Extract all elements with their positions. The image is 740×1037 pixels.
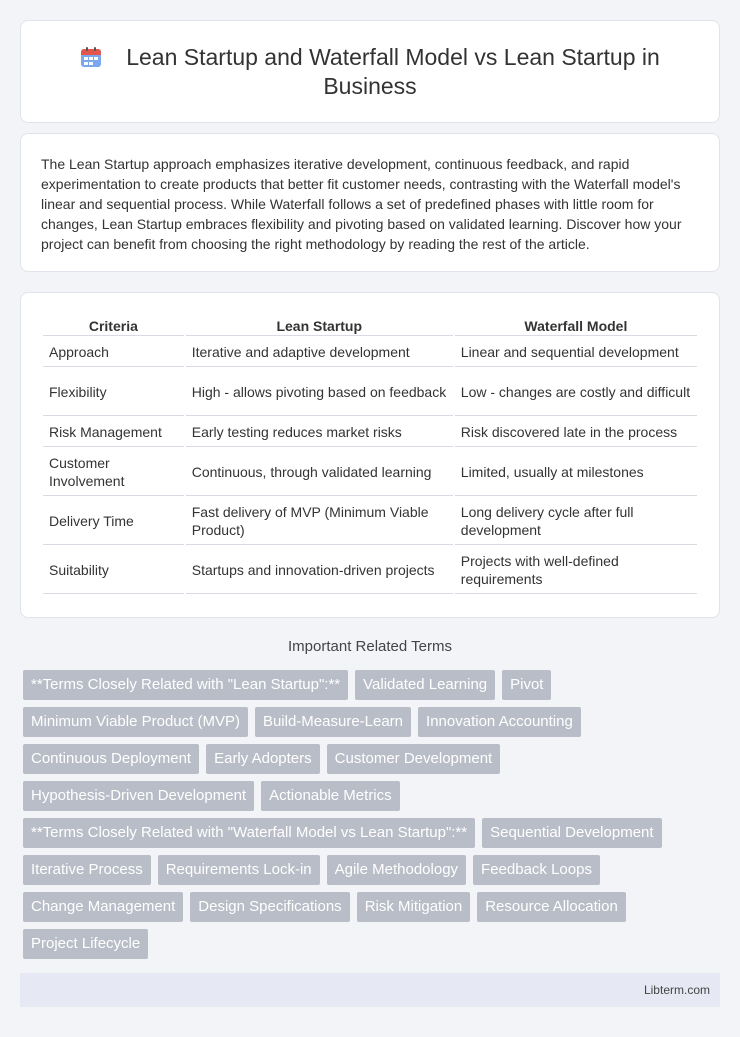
footer [20, 973, 720, 1007]
related-term-tag[interactable]: Change Management [23, 892, 183, 922]
footer-site-link[interactable]: Libterm.com [643, 983, 710, 997]
table-cell: High - allows pivoting based on feedback [186, 369, 453, 416]
table-row [43, 369, 697, 416]
table-cell: Iterative and adaptive development [186, 338, 453, 367]
related-term-tag[interactable]: **Terms Closely Related with "Lean Startup":** [23, 670, 348, 700]
title-card [20, 20, 720, 123]
table-cell: Risk Management [43, 418, 184, 447]
related-terms-title: Important Related Terms [288, 638, 452, 655]
page-title: Lean Startup and Waterfall Model vs Lean Startup in Business [126, 44, 660, 99]
table-row [43, 338, 697, 367]
table-row [43, 418, 697, 447]
calendar-icon [80, 46, 102, 68]
related-term-tag[interactable]: Agile Methodology [327, 855, 466, 885]
related-term-tag[interactable]: Continuous Deployment [23, 744, 199, 774]
related-term-tag[interactable]: Pivot [502, 670, 551, 700]
related-term-tag[interactable]: Requirements Lock-in [158, 855, 320, 885]
intro-card [20, 133, 720, 272]
table-cell: Delivery Time [43, 498, 184, 545]
related-term-tag[interactable]: Project Lifecycle [23, 929, 148, 959]
table-cell: Fast delivery of MVP (Minimum Viable Product) [186, 498, 453, 545]
related-term-tag[interactable]: Innovation Accounting [418, 707, 581, 737]
comparison-table [41, 314, 699, 596]
header-waterfall: Waterfall Model [455, 316, 697, 336]
intro-text: The Lean Startup approach emphasizes iterative development, continuous feedback, and rapid experimentation to create products that better fit customer needs, contrasting with the Waterfall model's linear and sequential process. While Waterfall follows a set of predefined phases with little room for changes, Lean Startup embraces flexibility and pivoting based on validated learning. Discover how your project can benefit from choosing the right methodology by reading the rest of the article. [41, 156, 682, 252]
related-term-tag[interactable]: Risk Mitigation [357, 892, 471, 922]
table-cell: Flexibility [43, 369, 184, 416]
related-terms-list [23, 670, 713, 959]
table-row [43, 498, 697, 545]
table-cell: Low - changes are costly and difficult [455, 369, 697, 416]
table-header-row [43, 316, 697, 336]
related-term-tag[interactable]: Minimum Viable Product (MVP) [23, 707, 248, 737]
related-term-tag[interactable]: Design Specifications [190, 892, 349, 922]
table-cell: Limited, usually at milestones [455, 449, 697, 496]
header-lean-startup: Lean Startup [186, 316, 453, 336]
table-cell: Startups and innovation-driven projects [186, 547, 453, 594]
table-cell: Long delivery cycle after full development [455, 498, 697, 545]
related-term-tag[interactable]: Validated Learning [355, 670, 495, 700]
related-term-tag[interactable]: Build-Measure-Learn [255, 707, 411, 737]
related-term-tag[interactable]: Resource Allocation [477, 892, 626, 922]
table-cell: Risk discovered late in the process [455, 418, 697, 447]
table-cell: Continuous, through validated learning [186, 449, 453, 496]
related-term-tag[interactable]: Actionable Metrics [261, 781, 400, 811]
table-cell: Suitability [43, 547, 184, 594]
table-cell: Early testing reduces market risks [186, 418, 453, 447]
related-term-tag[interactable]: Sequential Development [482, 818, 661, 848]
table-cell: Linear and sequential development [455, 338, 697, 367]
related-term-tag[interactable]: Iterative Process [23, 855, 151, 885]
related-term-tag[interactable]: Feedback Loops [473, 855, 600, 885]
page-title-wrap [61, 43, 679, 101]
related-term-tag[interactable]: Customer Development [327, 744, 501, 774]
comparison-table-card [20, 292, 720, 618]
table-cell: Approach [43, 338, 184, 367]
table-cell: Projects with well-defined requirements [455, 547, 697, 594]
table-cell: Customer Involvement [43, 449, 184, 496]
table-row [43, 449, 697, 496]
related-term-tag[interactable]: Hypothesis-Driven Development [23, 781, 254, 811]
related-term-tag[interactable]: **Terms Closely Related with "Waterfall Model vs Lean Startup":** [23, 818, 475, 848]
header-criteria: Criteria [43, 316, 184, 336]
table-row [43, 547, 697, 594]
related-term-tag[interactable]: Early Adopters [206, 744, 320, 774]
